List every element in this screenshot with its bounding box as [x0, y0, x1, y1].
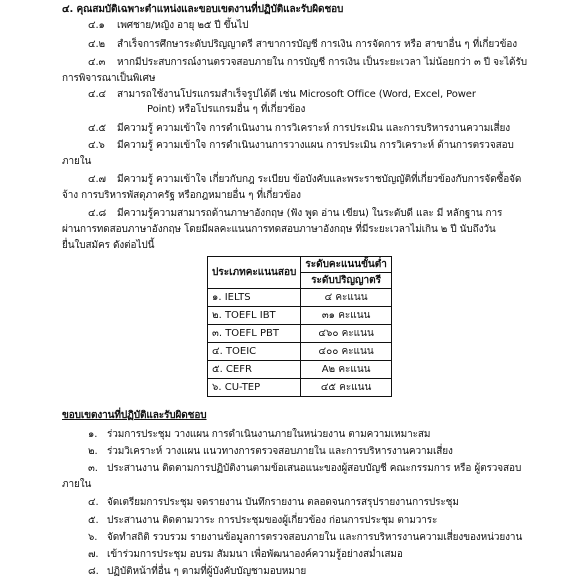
item-text: ประสานงาน ติดตามการปฏิบัติงานตามข้อเสนอแนะของผู้สอบบัญชี คณะกรรมการ หรือ ผู้ตรวจสอบ: [107, 463, 522, 474]
item-text: มีความรู้ ความเข้าใจ การดำเนินงานการวางแผน การประเมิน การวิเคราะห์ ด้านการตรวจสอบ: [117, 140, 514, 151]
item-text-continued: ยื่นใบสมัคร ดังต่อไปนี้: [62, 240, 155, 251]
item-number: ๔.๘: [88, 208, 107, 219]
item-number: ๔.๗: [88, 174, 106, 185]
item-text: ประสานงาน ติดตามวาระ การประชุมของผู้เกี่ยวข้อง ก่อนการประชุม ตามวาระ: [107, 515, 438, 526]
test-score: ๔๐๐ คะแนน: [301, 343, 392, 361]
item-number: ๔.๕: [88, 123, 107, 134]
test-name: ๔. TOEIC: [208, 343, 301, 361]
item-text: ร่วมการประชุม วางแผน การดำเนินงานภายในหน่วยงาน ตามความเหมาะสม: [107, 429, 431, 440]
table-row: [208, 289, 392, 307]
item-text: หากมีประสบการณ์งานตรวจสอบภายใน การบัญชี การเงิน เป็นระยะเวลา ไม่น้อยกว่า ๓ ปี จะได้รับ: [117, 57, 527, 68]
item-number: ๔.๑: [88, 20, 105, 31]
test-score: ๔๕ คะแนน: [301, 379, 392, 397]
item-number: ๔.๓: [88, 57, 106, 68]
item-number: ๔.๖: [88, 140, 105, 151]
table-row: [208, 343, 392, 361]
item-text: สำเร็จการศึกษาระดับปริญญาตรี สาขาการบัญชี การเงิน การจัดการ หรือ สาขาอื่น ๆ ที่เกี่ยวข้อง: [117, 39, 518, 50]
test-name: ๕. CEFR: [208, 361, 301, 379]
item-text-continued: Point) หรือโปรแกรมอื่น ๆ ที่เกี่ยวข้อง: [147, 104, 306, 115]
item-text: มีความรู้ ความเข้าใจ เกี่ยวกับกฎ ระเบียบ ข้อบังคับและพระราชบัญญัติที่เกี่ยวข้องกับการจัดซื้อจัด: [117, 174, 522, 185]
item-number: ๔.๒: [88, 39, 106, 50]
test-name: ๑. IELTS: [208, 289, 301, 307]
table-row: [208, 361, 392, 379]
scope-title: ขอบเขตงานที่ปฏิบัติและรับผิดชอบ: [62, 410, 207, 421]
item-number: ๑.: [88, 429, 98, 440]
test-name: ๓. TOEFL PBT: [208, 325, 301, 343]
test-name: ๒. TOEFL IBT: [208, 307, 301, 325]
item-number: ๘.: [88, 566, 99, 577]
item-text: ร่วมวิเคราะห์ วางแผน แนวทางการตรวจสอบภายใน และการบริหารงานความเสี่ยง: [107, 446, 453, 457]
test-score: ๓๑ คะแนน: [301, 307, 392, 325]
item-text-continued: จ้าง การบริหารพัสดุภาครัฐ หรือกฎหมายอื่น ๆ ที่เกี่ยวข้อง: [62, 190, 301, 201]
item-number: ๔.: [88, 497, 99, 508]
test-name: ๖. CU-TEP: [208, 379, 301, 397]
item-text: จัดเตรียมการประชุม จดรายงาน บันทึกรายงาน ตลอดจนการสรุปรายงานการประชุม: [107, 497, 459, 508]
table-header-min-score: ระดับคะแนนขั้นต่ำ: [301, 257, 392, 273]
table-row: [208, 307, 392, 325]
item-number: ๕.: [88, 515, 99, 526]
table-row: [208, 325, 392, 343]
item-text: มีความรู้ความสามารถด้านภาษาอังกฤษ (ฟัง พูด อ่าน เขียน) ในระดับดี และ มี หลักฐาน การ: [117, 208, 503, 219]
item-text-continued: ผ่านการทดสอบภาษาอังกฤษ โดยมีผลคะแนนการทดสอบภาษาอังกฤษ ที่มีระยะเวลาไม่เกิน ๒ ปี นับถึงวัน: [62, 224, 496, 235]
item-number: ๗.: [88, 549, 99, 560]
table-row: [208, 379, 392, 397]
test-score: ๔๖๐ คะแนน: [301, 325, 392, 343]
item-number: ๖.: [88, 532, 98, 543]
item-text: ปฏิบัติหน้าที่อื่น ๆ ตามที่ผู้บังคับบัญชามอบหมาย: [107, 566, 307, 577]
table-header-test-type: ประเภทคะแนนสอบ: [208, 257, 301, 289]
item-text-continued: ภายใน: [62, 479, 92, 490]
item-text: จัดทำสถิติ รวบรวม รายงานข้อมูลการตรวจสอบภายใน และการบริหารงานความเสี่ยงของหน่วยงาน: [107, 532, 523, 543]
english-score-table: [207, 256, 392, 397]
item-text: เข้าร่วมการประชุม อบรม สัมมนา เพื่อพัฒนาองค์ความรู้อย่างสม่ำเสมอ: [107, 549, 403, 560]
item-text-continued: การพิจารณาเป็นพิเศษ: [62, 73, 156, 84]
test-score: ๔ คะแนน: [301, 289, 392, 307]
item-text: สามารถใช้งานโปรแกรมสำเร็จรูปได้ดี เช่น Microsoft Office (Word, Excel, Power: [117, 89, 476, 100]
test-score: A๒ คะแนน: [301, 361, 392, 379]
item-text-continued: ภายใน: [62, 156, 92, 167]
item-number: ๓.: [88, 463, 98, 474]
section-title: ๔. คุณสมบัติเฉพาะตำแหน่งและขอบเขตงานที่ปฏิบัติและรับผิดชอบ: [62, 4, 344, 15]
item-number: ๒.: [88, 446, 98, 457]
item-number: ๔.๔: [88, 89, 107, 100]
item-text: มีความรู้ ความเข้าใจ การดำเนินงาน การวิเคราะห์ การประเมิน และการบริหารงานความเสี่ยง: [117, 123, 511, 134]
item-text: เพศชาย/หญิง อายุ ๒๕ ปี ขึ้นไป: [117, 20, 249, 31]
table-header-degree-level: ระดับปริญญาตรี: [301, 273, 392, 289]
